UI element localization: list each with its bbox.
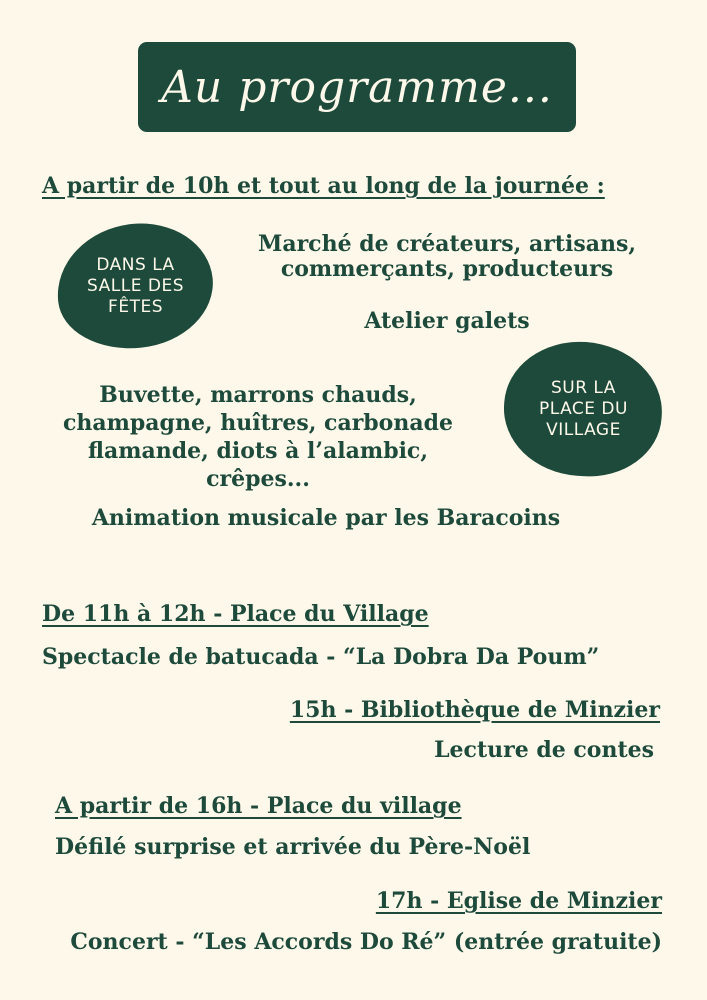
badge-salle-des-fetes: [51, 216, 219, 356]
music-text: Animation musicale par les Baracoins: [91, 505, 561, 531]
event-4-time-place: 17h - Eglise de Minzier: [375, 888, 662, 914]
market-text: Marché de créateurs, artisans, commerçants, producteurs: [257, 231, 637, 282]
workshop-text: Atelier galets: [364, 308, 530, 334]
event-1-description: Spectacle de batucada - “La Dobra Da Poum”: [42, 644, 600, 670]
event-1-time-place: De 11h à 12h - Place du Village: [42, 601, 429, 627]
event-4-description: Concert - “Les Accords Do Ré” (entrée gratuite): [70, 929, 662, 955]
page-title: Au programme...: [161, 61, 553, 113]
event-2-description: Lecture de contes: [434, 737, 654, 763]
title-banner: [138, 42, 576, 132]
badge-place-du-village: [500, 337, 667, 482]
event-2-time-place: 15h - Bibliothèque de Minzier: [289, 697, 660, 723]
badge-square-label: SUR LA PLACE DU VILLAGE: [538, 377, 628, 440]
all-day-heading: A partir de 10h et tout au long de la journée :: [42, 173, 605, 199]
event-3-description: Défilé surprise et arrivée du Père-Noël: [55, 834, 531, 860]
event-3-time-place: A partir de 16h - Place du village: [55, 793, 462, 819]
badge-hall-label: DANS LA SALLE DES FÊTES: [86, 254, 184, 317]
refreshments-text: Buvette, marrons chauds, champagne, huîtres, carbonade flamande, diots à l’alambic, crêpes...: [63, 382, 453, 492]
